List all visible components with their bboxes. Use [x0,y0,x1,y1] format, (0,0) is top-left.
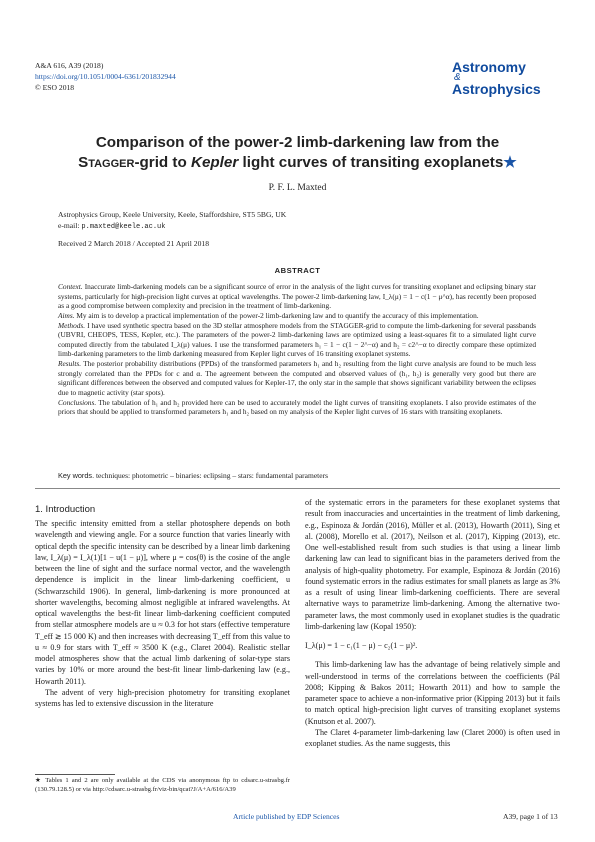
conclusions-text: The tabulation of h₁ and h₂ provided here can be used to accurately model the light curves of transiting exoplanets. I also provide estimates of the priors that should be applied to transformed parameters h₁ and h₂ based on my analysis of the Kepler light curves of 16 stars with transiting exoplanets. [58,397,536,417]
divider [35,488,560,489]
abstract [58,282,536,417]
abstract-conclusions [58,398,536,417]
abstract-context [58,282,536,311]
abstract-methods [58,321,536,360]
keywords [58,471,536,480]
publisher-link[interactable]: Article published by EDP Sciences [233,812,340,821]
context-text: Inaccurate limb-darkening models can be a significant source of error in the analysis of the light curves for transiting exoplanet and eclipsing binary star systems, particularly for high-precision light curves at optical wavelengths. The power-2 limb-darkening law, I_λ(μ) = 1 − c(1 − μ^α), has recently been proposed as a good compromise between complexity and precision in the treatment of limb-darkening. [58,282,536,311]
received-dates: Received 2 March 2018 / Accepted 21 April 2018 [58,239,209,248]
journal-logo [452,60,541,96]
title-line-1: Comparison of the power-2 limb-darkening law from the [95,134,500,151]
email-line [58,220,286,233]
title-footnote-star[interactable]: ★ [503,154,517,171]
journal-citation: A&A 616, A39 (2018) [35,61,104,70]
logo-line-astrophysics: Astrophysics [452,81,541,97]
left-column [35,518,290,709]
intro-paragraph-1: The specific intensity emitted from a stellar photosphere depends on both wavelength and viewing angle. For a source function that varies linearly with optical depth the specific intensity can be described by a linear limb darkening law, I_λ(μ) = I_λ(1)[1 − u(1 − μ)], where μ = cos(θ) is the cosine of the angle between the line of sight and the surface normal vector, and the wavelength dependence is implicit in the linear limb-darkening coefficient, u (Schwarzschild 1906). In general, limb-darkening is more pronounced at shorter wavelengths, becoming almost negligible at infrared wavelengths. At optical wavelengths the best-fit linear limb-darkening coefficient computed from stellar atmosphere models are u ≈ 0.3 for hot stars (effective temperature T_eff ≳ 15 000 K) and then increases with decreasing T_eff from this value to u ≈ 0.9 for stars with T_eff ≈ 3500 K (e.g., Claret 2004). Realistic stellar model atmospheres show that the actual limb darkening of solar-type stars varies by 10% or more around the best-fit linear limb-darkening law (e.g., Howarth 2011). [35,519,290,686]
intro-paragraph-2: The advent of very high-precision photometry for transiting exoplanet systems has led to extensive discussion in the literature [35,687,290,708]
aims-label: Aims. [58,310,75,320]
logo-line-astronomy: Astronomy [452,59,526,75]
title-part3: light curves of transiting exoplanets [242,154,504,171]
author: P. F. L. Maxted [268,183,327,193]
affiliation-block [58,209,286,233]
intro-paragraph-3: of the systematic errors in the parameters for these exoplanet systems that result from inaccuracies and uncertainties in the treatment of limb darkening, e.g., Espinoza & Jordán (2016), Müller et al. (2013), Howarth (2011), Sing et al. (2008), Morello et al. (2017), Neilson et al. (2017), Kipping (2013), etc. One well-established result from such studies is that using a linear limb darkening law can lead to significant bias in the parameters derived from the analysis of high-quality photometry. For example, Espinoza & Jordán (2016) found systematic errors in the radius estimates for small planets as large as 3% as a result of using linear limb-darkening coefficients. There are several alternative ways to parametrize limb-darkening. Among the alternative two-parameter laws, the most commonly used in exoplanet studies is the quadratic limb-darkening law (Kopal 1950): [305,498,560,631]
footnote: ★ Tables 1 and 2 are only available at the CDS via anonymous ftp to cdsarc.u-strasbg.fr (130.79.128.5) or via http://cdsarc.u-strasbg.fr/viz-bin/qcat?J/A+A/616/A39 [35,777,290,793]
conclusions-label: Conclusions. [58,397,97,407]
email-address[interactable]: p.maxted@keele.ac.uk [81,223,166,231]
intro-paragraph-4: This limb-darkening law has the advantage of being relatively simple and well-understood in terms of the correlations between the coefficients (Pál 2008; Kipping & Bakos 2011; Howarth 2011) and how to sample the parameter space to achieve a non-informative prior (Kipping 2013) but it fails to match optical high-precision light curves of transiting exoplanet systems (Knutson et al. 2007). [305,660,560,726]
title-line-2 [60,153,535,173]
equation-quadratic-law: I_λ(μ) = 1 − c₁(1 − μ) − c₂(1 − μ)². [305,641,418,650]
page-number: A39, page 1 of 13 [503,812,558,821]
right-column [305,497,560,749]
keywords-text: techniques: photometric – binaries: eclipsing – stars: fundamental parameters [95,471,328,480]
footnote-divider [35,774,115,775]
aims-text: My aim is to develop a practical implementation of the power-2 limb-darkening law and to quantify the accuracy of this implementation. [76,310,479,320]
methods-text: I have used synthetic spectra based on the 3D stellar atmosphere models from the STAGGER-grid to compute the limb-darkening for several passbands (UBVRI, CHEOPS, TESS, Kepler, etc.). The parameters of the power-2 limb-darkening laws are optimized using a least-squares fit to a simulated light curve computed directly from the tabulated I_λ(μ) values. I use the transformed parameters h₁ = 1 − c(1 − 2^−α) and h₂ = c2^−α to directly compare these optimized limb-darkening parameters to the limb darkening measured from Kepler light curves of 16 transiting exoplanet systems. [58,320,536,359]
doi-link[interactable]: https://doi.org/10.1051/0004-6361/201832944 [35,72,176,81]
abstract-aims [58,311,536,321]
logo-ampersand: & [454,72,461,83]
copyright: © ESO 2018 [35,83,75,92]
paper-title [60,133,535,173]
abstract-results [58,359,536,398]
email-label: e-mail: [58,221,80,230]
section-heading: 1. Introduction [35,504,96,515]
results-label: Results. [58,359,82,368]
title-kepler: Kepler [190,154,239,171]
abstract-heading: ABSTRACT [274,266,321,275]
methods-label: Methods. [58,320,86,330]
keywords-label: Key words. [58,471,95,480]
title-part2: -grid to [134,154,187,171]
citation-block [35,60,176,93]
affiliation: Astrophysics Group, Keele University, Keele, Staffordshire, ST5 5BG, UK [58,210,287,219]
intro-paragraph-5: The Claret 4-parameter limb-darkening law (Claret 2000) is often used in exoplanet studies. As the name suggests, this [305,727,560,748]
title-stagger: Stagger [78,154,135,171]
context-label: Context. [58,282,83,291]
results-text: The posterior probability distributions (PPDs) of the transformed parameters h₁ and h₂ resulting from the light curve analysis are found to be much less strongly correlated than the PPDs for c and α. The agreement between the computed and observed values of (h₁, h₂) is generally very good but there are significant differences between the observed and computed values for Kepler-17, the only star in the sample that shows significant variability between the eclipses due to magnetic activity (star spots). [58,359,536,397]
